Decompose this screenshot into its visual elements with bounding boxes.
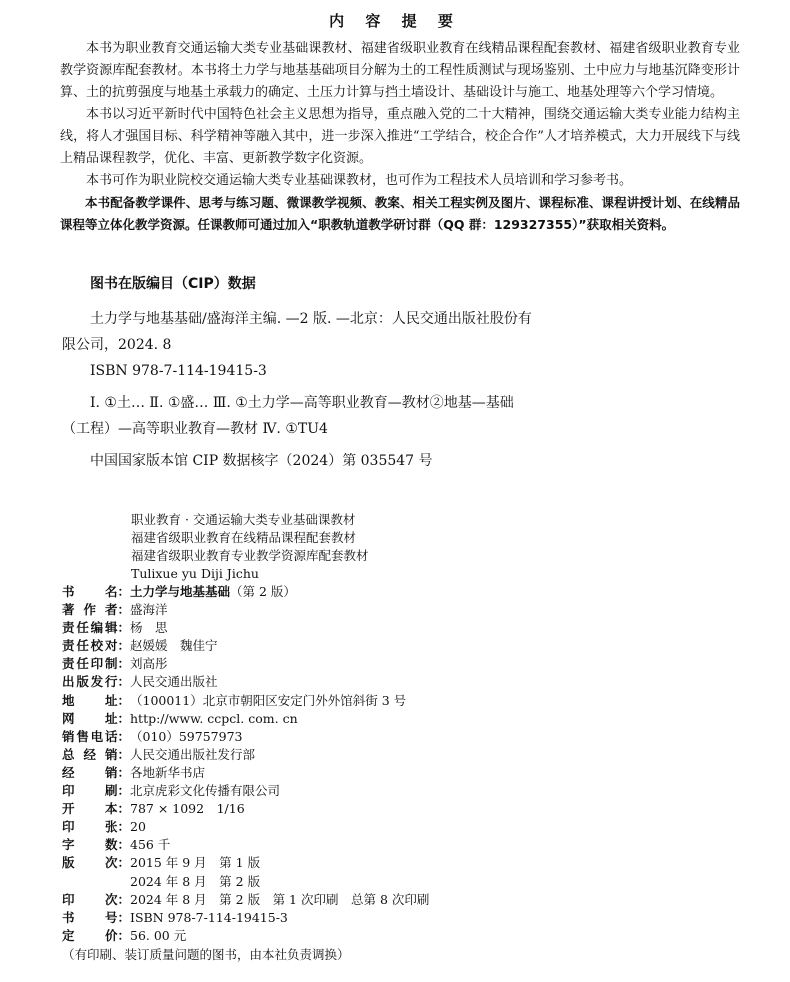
colophon-label: 书 名 [62,584,118,599]
colophon-value: 456 千 [130,837,171,853]
colophon-label: 印 次 [62,891,118,907]
colophon-value: 2024 年 8 月 第 2 版 第 1 次印刷 总第 8 次印刷 [130,891,430,907]
colophon-value: 赵媛媛 魏佳宁 [130,638,218,654]
colophon-row-word-count: 字 数 ： 456 千 [62,836,429,854]
colophon-label: 销 售 电 话 [62,728,118,744]
series-line: 福建省级职业教育专业教学资源库配套教材 [131,548,369,563]
colophon-value: 北京虎彩文化传播有限公司 [130,783,281,799]
colophon-label: 责 任 印 制 [62,656,118,672]
colophon-row-editor: 责 任 编 辑 ： 杨 思 [62,619,429,637]
colophon-value: 2015 年 9 月 第 1 版 [130,855,261,871]
abstract-resources-note: 本书配备教学课件、思考与练习题、微课教学视频、教案、相关工程实例及图片、课程标准、课程讲授计划、在线精品课程等立体化教学资源。任课教师可通过加入“职教轨道教学研讨群（QQ 群：129327355）”获取相关资料。 [60,195,740,232]
colophon-row-general-distributor: 总 经 销 ： 人民交通出版社发行部 [62,746,429,764]
colophon-value: （100011）北京市朝阳区安定门外外馆斜街 3 号 [130,692,407,708]
colophon-row-format: 开 本 ： 787 × 1092 1/16 [62,800,429,818]
colophon-row-distributor: 经 销 ： 各地新华书店 [62,764,429,782]
colophon-row-proofreader: 责 任 校 对 ： 赵媛媛 魏佳宁 [62,637,429,655]
colophon-label: 印 张 [62,819,118,835]
colophon-value: 20 [130,819,146,835]
colophon-row-website: 网 址 ： http://www. ccpcl. com. cn [62,710,429,728]
abstract-paragraph: 本书可作为职业院校交通运输大类专业基础课教材，也可作为工程技术人员培训和学习参考书。 [86,173,633,188]
colophon-row-price: 定 价 ： 56. 00 元 [62,927,429,945]
colophon-row-isbn: 书 号 ： ISBN 978-7-114-19415-3 [62,909,429,927]
book-title: 土力学与地基基础 [130,584,231,599]
colophon-value: （010）59757973 [130,728,243,744]
colophon [62,583,429,964]
colophon-label: 出 版 发 行 [62,674,118,690]
colophon-row-edition: 版 次 ： 2015 年 9 月 第 1 版 [62,854,429,872]
colophon-row-address: 地 址 ： （100011）北京市朝阳区安定门外外馆斜街 3 号 [62,692,429,710]
colophon-row-book-name: 书 名 ： 土力学与地基基础（第 2 版） [62,583,429,601]
page-title: 内 容 提 要 [329,12,461,30]
cip-isbn: ISBN 978-7-114-19415-3 [90,363,267,379]
cip-entry: 土力学与地基基础/盛海洋主编. —2 版. —北京：人民交通出版社股份有限公司，2024. 8 [62,311,532,353]
colophon-value: 人民交通出版社 [130,674,218,690]
colophon-value: 787 × 1092 1/16 [130,801,245,817]
abstract-paragraph: 本书为职业教育交通运输大类专业基础课教材、福建省级职业教育在线精品课程配套教材、福建省级职业教育专业教学资源库配套教材。本书将土力学与地基基础项目分解为土的工程性质测试与现场鉴别、土中应力与地基沉降变形计算、土的抗剪强度与地基土承载力的确定、土压力计算与挡土墙设计、基础设计与施工、地基处理等六个学习情境。 [60,41,740,100]
colophon-row-edition-2 [62,873,429,891]
series-line: 职业教育 · 交通运输大类专业基础课教材 [131,512,356,527]
colophon-label: 开 本 [62,801,118,817]
series-line: 福建省级职业教育在线精品课程配套教材 [131,530,357,545]
colophon-value: 盛海洋 [130,602,168,618]
cip-data [62,306,532,474]
colophon-row-author: 著 作 者 ： 盛海洋 [62,601,429,619]
abstract [60,38,740,236]
colophon-row-printing-supervisor: 责 任 印 制 ： 刘高彤 [62,655,429,673]
pinyin-title: Tulixue yu Diji Jichu [131,566,259,581]
colophon-label: 印 刷 [62,783,118,799]
colophon-value: 各地新华书店 [130,764,206,780]
colophon-label: 地 址 [62,692,118,708]
colophon-label: 经 销 [62,764,118,780]
colophon-value: 刘高彤 [130,656,168,672]
quality-note: （有印刷、装订质量问题的图书，由本社负责调换） [62,946,350,962]
colophon-label: 责 任 校 对 [62,638,118,654]
colophon-value: 56. 00 元 [130,927,187,943]
cip-heading: 图书在版编目（CIP）数据 [90,276,256,292]
colophon-value: 2024 年 8 月 第 2 版 [130,873,261,889]
colophon-label: 总 经 销 [62,746,118,762]
colophon-row-sheets: 印 张 ： 20 [62,818,429,836]
colophon-label: 网 址 [62,710,118,726]
colophon-label: 字 数 [62,837,118,853]
colophon-value: ISBN 978-7-114-19415-3 [130,909,288,925]
book-edition: （第 2 版） [230,584,296,599]
colophon-label: 责 任 编 辑 [62,620,118,636]
colophon-value: 杨 思 [130,620,168,636]
cip-record-number: 中国国家版本馆 CIP 数据核字（2024）第 035547 号 [90,453,433,469]
colophon-row-publisher: 出 版 发 行 ： 人民交通出版社 [62,673,429,691]
colophon-value: 人民交通出版社发行部 [130,746,256,762]
colophon-row-sales-phone: 销 售 电 话 ： （010）59757973 [62,728,429,746]
series-info [131,511,369,583]
cip-classification: Ⅰ. ①土… Ⅱ. ①盛… Ⅲ. ①土力学—高等职业教育—教材②地基—基础（工程）—高等职业教育—教材 Ⅳ. ①TU4 [62,395,514,437]
colophon-label: 书 号 [62,909,118,925]
colophon-label: 定 价 [62,927,118,943]
colophon-label: 著 作 者 [62,602,118,618]
colophon-row-printer: 印 刷 ： 北京虎彩文化传播有限公司 [62,782,429,800]
colophon-row-impression: 印 次 ： 2024 年 8 月 第 2 版 第 1 次印刷 总第 8 次印刷 [62,891,429,909]
colophon-label: 版 次 [62,855,118,871]
colophon-value: http://www. ccpcl. com. cn [130,710,298,726]
abstract-paragraph: 本书以习近平新时代中国特色社会主义思想为指导，重点融入党的二十大精神，围绕交通运输大类专业能力结构主线，将人才强国目标、科学精神等融入其中，进一步深入推进“工学结合，校企合作”人才培养模式，大力开展线下与线上精品课程教学，优化、丰富、更新教学数字化资源。 [60,107,740,166]
